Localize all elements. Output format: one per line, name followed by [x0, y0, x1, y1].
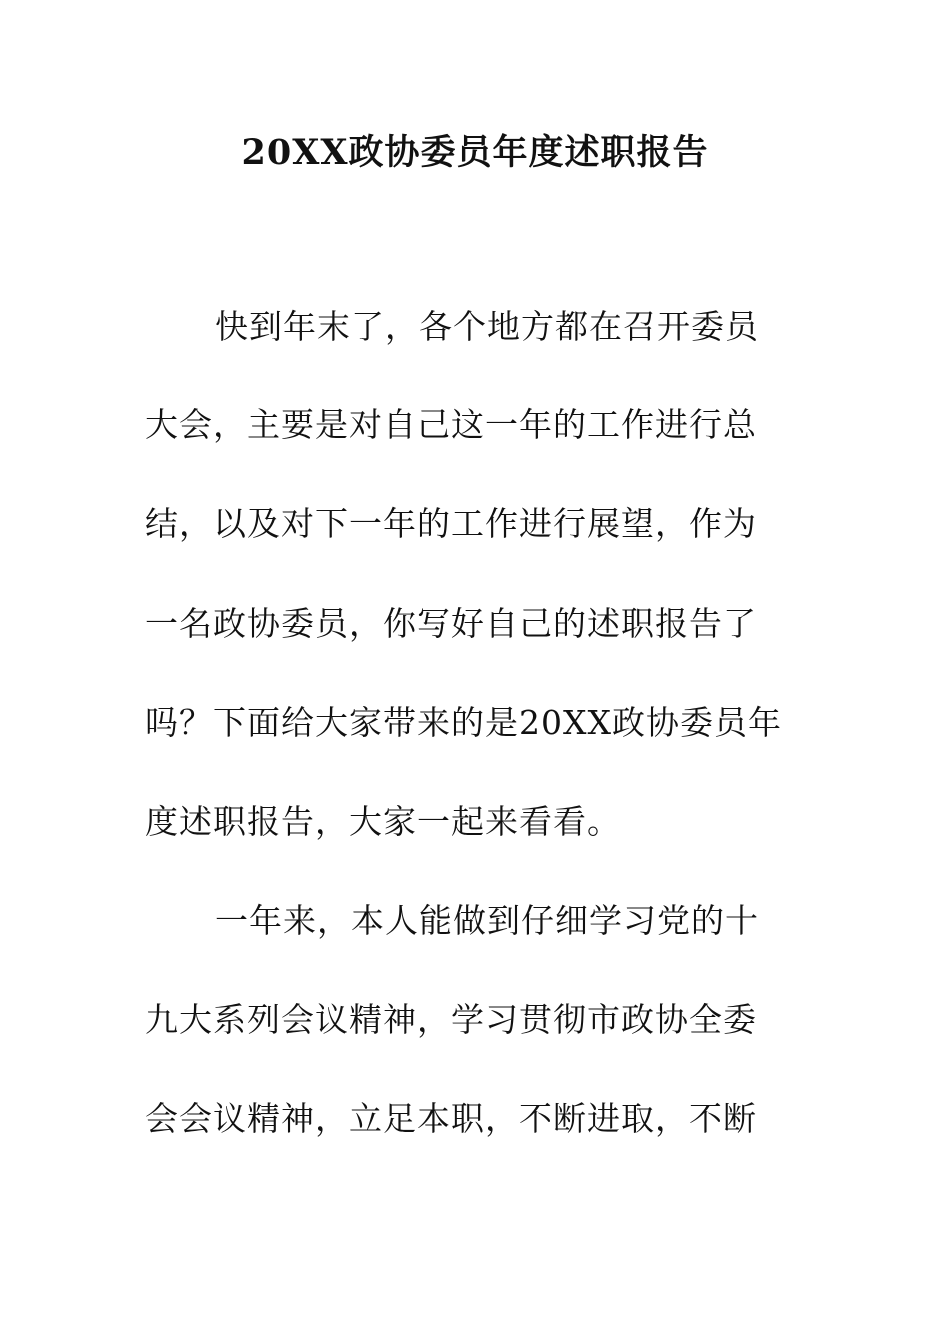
paragraph-2-line-3: 会会议精神，立足本职，不断进取，不断 [145, 1099, 757, 1138]
paragraph-1-line-2: 大会，主要是对自己这一年的工作进行总 [145, 405, 757, 444]
document-title: 20XX政协委员年度述职报告 [241, 132, 709, 173]
paragraph-1-line-3: 结，以及对下一年的工作进行展望，作为 [145, 504, 757, 543]
paragraph-2-line-2: 九大系列会议精神，学习贯彻市政协全委 [145, 1000, 757, 1039]
paragraph-1-line-4: 一名政协委员，你写好自己的述职报告了 [145, 604, 757, 643]
paragraph-2-line-1: 一年来，本人能做到仔细学习党的十 [215, 901, 759, 940]
paragraph-1-line-6: 度述职报告，大家一起来看看。 [145, 802, 621, 841]
paragraph-1-line-5: 吗？下面给大家带来的是20XX政协委员年 [145, 703, 782, 742]
paragraph-1-line-1: 快到年末了，各个地方都在召开委员 [215, 307, 759, 346]
